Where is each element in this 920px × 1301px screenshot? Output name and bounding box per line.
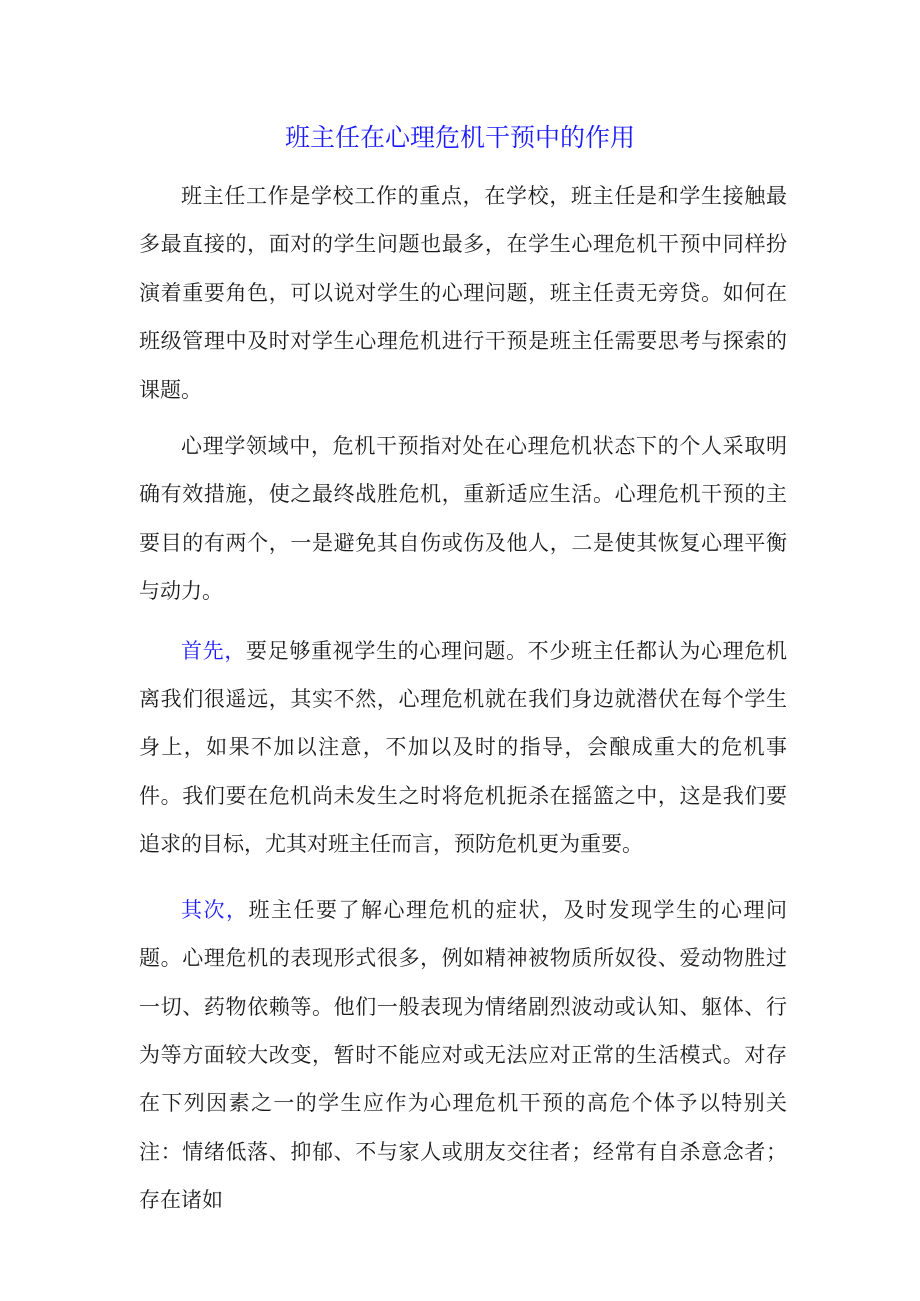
paragraph-text: 班主任工作是学校工作的重点，在学校，班主任是和学生接触最多最直接的，面对的学生问题也最多，在学生心理危机干预中同样扮演着重要角色，可以说对学生的心理问题，班主任责无旁贷。如何在班级管理中及时对学生心理危机进行干预是班主任需要思考与探索的课题。	[139, 184, 787, 402]
paragraph-text: 班主任要了解心理危机的症状，及时发现学生的心理问题。心理危机的表现形式很多，例如精神被物质所奴役、爱动物胜过一切、药物依赖等。他们一般表现为情绪剧烈波动或认知、躯体、行为等方面较大改变，暂时不能应对或无法应对正常的生活模式。对存在下列因素之一的学生应作为心理危机干预的高危个体予以特别关注：情绪低落、抑郁、不与家人或朋友交往者；经常有自杀意念者；存在诸如	[139, 897, 787, 1213]
paragraph-first-point	[139, 627, 787, 869]
document-body	[139, 172, 787, 1225]
paragraph-intro	[139, 172, 787, 414]
paragraph-text: 心理学领域中，危机干预指对处在心理危机状态下的个人采取明确有效措施，使之最终战胜危机，重新适应生活。心理危机干预的主要目的有两个，一是避免其自伤或伤及他人，二是使其恢复心理平衡与动力。	[139, 434, 787, 604]
document-title: 班主任在心理危机干预中的作用	[284, 123, 635, 152]
paragraph-definition	[139, 422, 787, 616]
paragraph-lead-second: 其次，	[181, 897, 249, 922]
paragraph-second-point	[139, 886, 787, 1225]
paragraph-lead-first: 首先，	[181, 638, 246, 663]
paragraph-text: 要足够重视学生的心理问题。不少班主任都认为心理危机离我们很遥远，其实不然，心理危机就在我们身边就潜伏在每个学生身上，如果不加以注意，不加以及时的指导，会酿成重大的危机事件。我们要在危机尚未发生之时将危机扼杀在摇篮之中，这是我们要追求的目标，尤其对班主任而言，预防危机更为重要。	[139, 638, 787, 857]
